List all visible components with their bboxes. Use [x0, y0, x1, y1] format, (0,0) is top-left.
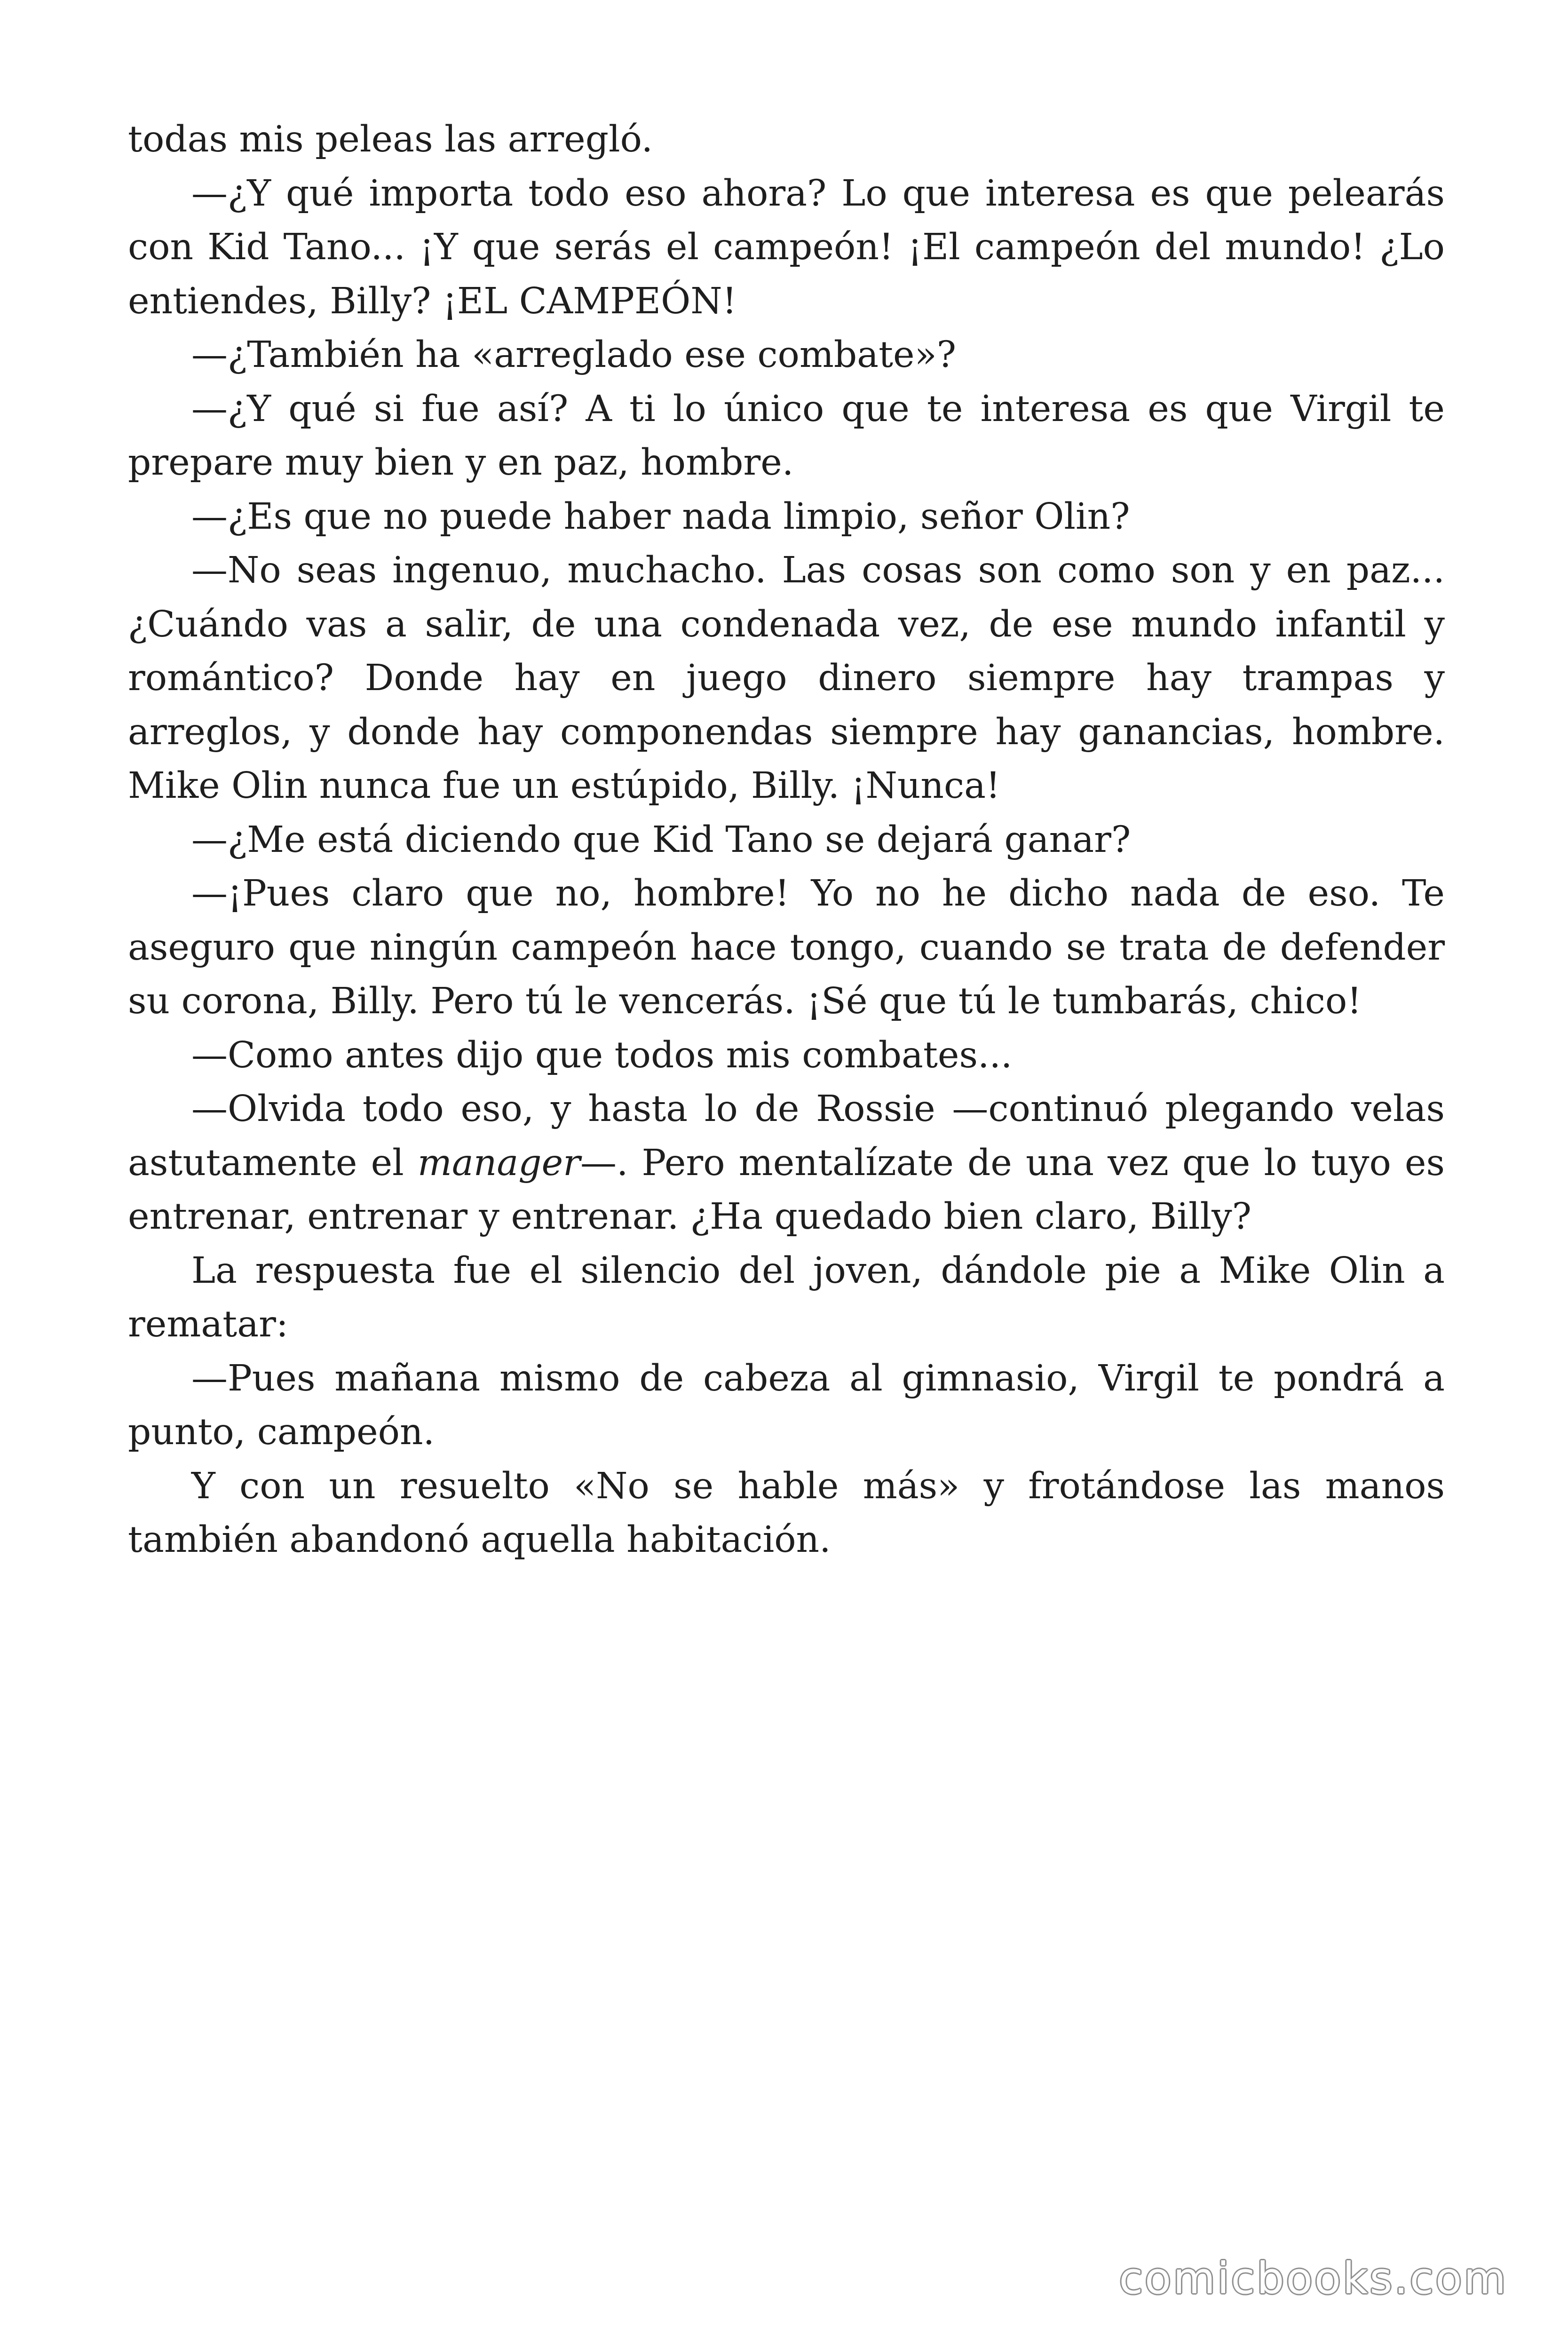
paragraph-7: —¿Me está diciendo que Kid Tano se dejará ganar? — [191, 818, 1131, 861]
paragraph-8: —¡Pues claro que no, hombre! Yo no he dicho nada de eso. Te aseguro que ningún campeón hace tongo, cuando se trata de defender su corona, Billy. Pero tú le vencerás. ¡Sé que tú le tumbarás, chico! — [128, 873, 1445, 1022]
paragraph-10-after: —. Pero mentalízate de una vez que lo tuyo es entrenar, entrenar y entrenar. ¿Ha quedado bien claro, Billy? — [128, 1142, 1445, 1238]
paragraph-9: —Como antes dijo que todos mis combates... — [191, 1034, 1013, 1076]
paragraph-3: —¿También ha «arreglado ese combate»? — [191, 334, 956, 376]
paragraph-11: La respuesta fue el silencio del joven, dándole pie a Mike Olin a rematar: — [128, 1249, 1445, 1345]
paragraph-12: —Pues mañana mismo de cabeza al gimnasio, Virgil te pondrá a punto, campeón. — [128, 1357, 1445, 1453]
paragraph-2: —¿Y qué importa todo eso ahora? Lo que interesa es que pelearás con Kid Tano... ¡Y que serás el campeón! ¡El campeón del mundo! ¿Lo entiendes, Billy? ¡EL CAMPEÓN! — [128, 172, 1445, 322]
paragraph-13: Y con un resuelto «No se hable más» y frotándose las manos también abandonó aquella habitación. — [128, 1465, 1445, 1561]
paragraph-5: —¿Es que no puede haber nada limpio, señor Olin? — [191, 495, 1130, 538]
paragraph-6: —No seas ingenuo, muchacho. Las cosas son como son y en paz... ¿Cuándo vas a salir, de una condenada vez, de ese mundo infantil y romántico? Donde hay en juego dinero siempre hay trampas y arreglos, y donde hay componendas siempre hay ganancias, hombre. Mike Olin nunca fue un estúpido, Billy. ¡Nunca! — [128, 549, 1445, 807]
book-page-text — [128, 113, 1445, 1567]
watermark: comicbooks.com — [1119, 2253, 1508, 2304]
paragraph-4: —¿Y qué si fue así? A ti lo único que te interesa es que Virgil te prepare muy bien y en paz, hombre. — [128, 388, 1445, 484]
paragraph-10-before: —Olvida todo eso, y hasta lo de Rossie —continuó plegando velas astutamente el — [128, 1088, 1445, 1184]
paragraph-1: todas mis peleas las arregló. — [128, 119, 653, 160]
paragraph-10 — [128, 1082, 1445, 1244]
paragraph-10-italic: manager — [417, 1142, 580, 1184]
